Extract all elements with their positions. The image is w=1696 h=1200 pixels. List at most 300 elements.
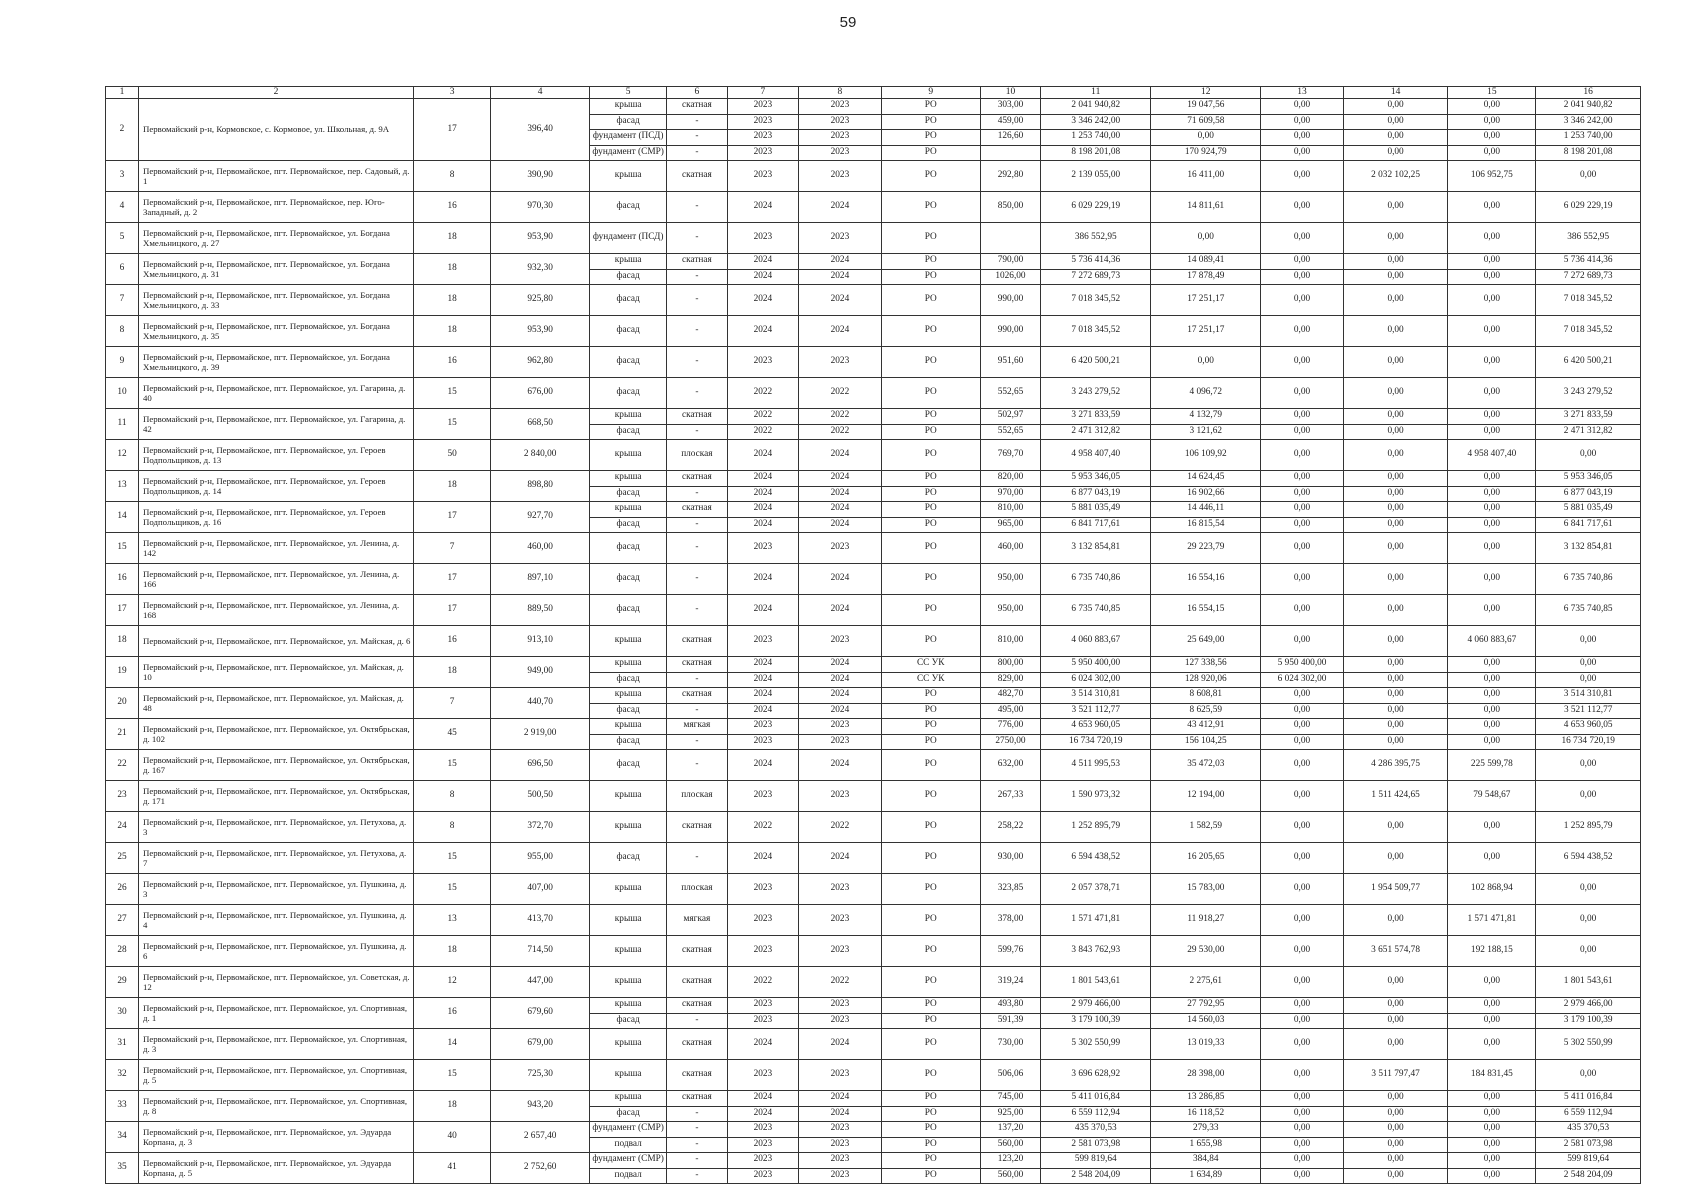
year-end-cell: 2024 bbox=[799, 657, 882, 673]
fund-federal-cell: 0,00 bbox=[1343, 99, 1448, 115]
year-end-cell: 2024 bbox=[799, 502, 882, 518]
fund-owners-cell: 0,00 bbox=[1261, 424, 1344, 440]
year-end-cell: 2023 bbox=[799, 145, 882, 161]
area-cell: 459,00 bbox=[980, 114, 1041, 130]
fund-source-cell: РО bbox=[881, 533, 980, 564]
fund-source-cell: РО bbox=[881, 688, 980, 704]
fund-owners-cell: 0,00 bbox=[1261, 1013, 1344, 1029]
fund-owners-cell: 5 950 400,00 bbox=[1261, 657, 1344, 673]
total-cost-cell: 3 271 833,59 bbox=[1041, 409, 1151, 425]
fund-regional-cell: 1 571 471,81 bbox=[1448, 905, 1536, 936]
fund-other-cell: 6 029 229,19 bbox=[1536, 192, 1641, 223]
floors-cell: 41 bbox=[414, 1153, 491, 1184]
fund-other-cell: 0,00 bbox=[1536, 936, 1641, 967]
cost-per-unit-cell: 4 096,72 bbox=[1151, 378, 1261, 409]
year-start-cell: 2022 bbox=[727, 967, 799, 998]
work-subtype-cell: - bbox=[667, 1153, 728, 1169]
work-type-cell: фундамент (ПСД) bbox=[590, 130, 667, 146]
fund-owners-cell: 0,00 bbox=[1261, 254, 1344, 270]
fund-source-cell: РО bbox=[881, 440, 980, 471]
year-end-cell: 2023 bbox=[799, 936, 882, 967]
year-end-cell: 2022 bbox=[799, 424, 882, 440]
fund-source-cell: РО bbox=[881, 874, 980, 905]
fund-owners-cell: 0,00 bbox=[1261, 285, 1344, 316]
year-start-cell: 2023 bbox=[727, 114, 799, 130]
fund-owners-cell: 0,00 bbox=[1261, 626, 1344, 657]
fund-owners-cell: 0,00 bbox=[1261, 967, 1344, 998]
fund-regional-cell: 0,00 bbox=[1448, 1137, 1536, 1153]
fund-regional-cell: 0,00 bbox=[1448, 1122, 1536, 1138]
work-type-cell: фасад bbox=[590, 1013, 667, 1029]
total-cost-cell: 6 559 112,94 bbox=[1041, 1106, 1151, 1122]
fund-other-cell: 0,00 bbox=[1536, 440, 1641, 471]
building-area-cell: 970,30 bbox=[491, 192, 590, 223]
work-subtype-cell: - bbox=[667, 1168, 728, 1184]
year-start-cell: 2022 bbox=[727, 409, 799, 425]
fund-other-cell: 5 953 346,05 bbox=[1536, 471, 1641, 487]
fund-federal-cell: 4 286 395,75 bbox=[1343, 750, 1448, 781]
row-number: 23 bbox=[106, 781, 139, 812]
address-cell: Первомайский р-н, Первомайское, пгт. Первомайское, пер. Садовый, д. 1 bbox=[139, 161, 414, 192]
building-area-cell: 2 657,40 bbox=[491, 1122, 590, 1153]
area-cell: 552,65 bbox=[980, 378, 1041, 409]
year-end-cell: 2023 bbox=[799, 1153, 882, 1169]
row-number: 8 bbox=[106, 316, 139, 347]
fund-source-cell: РО bbox=[881, 1091, 980, 1107]
floors-cell: 16 bbox=[414, 347, 491, 378]
total-cost-cell: 3 346 242,00 bbox=[1041, 114, 1151, 130]
building-area-cell: 943,20 bbox=[491, 1091, 590, 1122]
fund-federal-cell: 0,00 bbox=[1343, 1153, 1448, 1169]
work-subtype-cell: скатная bbox=[667, 936, 728, 967]
year-end-cell: 2023 bbox=[799, 998, 882, 1014]
cost-per-unit-cell: 28 398,00 bbox=[1151, 1060, 1261, 1091]
fund-regional-cell: 0,00 bbox=[1448, 734, 1536, 750]
building-area-cell: 679,60 bbox=[491, 998, 590, 1029]
work-type-cell: крыша bbox=[590, 626, 667, 657]
address-cell: Первомайский р-н, Кормовское, с. Кормовое, ул. Школьная, д. 9А bbox=[139, 99, 414, 161]
total-cost-cell: 3 132 854,81 bbox=[1041, 533, 1151, 564]
fund-source-cell: РО bbox=[881, 719, 980, 735]
area-cell: 319,24 bbox=[980, 967, 1041, 998]
work-subtype-cell: скатная bbox=[667, 1029, 728, 1060]
address-cell: Первомайский р-н, Первомайское, пгт. Первомайское, ул. Спортивная, д. 1 bbox=[139, 998, 414, 1029]
row-number: 32 bbox=[106, 1060, 139, 1091]
year-start-cell: 2023 bbox=[727, 1168, 799, 1184]
cost-per-unit-cell: 1 634,89 bbox=[1151, 1168, 1261, 1184]
year-start-cell: 2023 bbox=[727, 161, 799, 192]
column-number-2: 2 bbox=[139, 87, 414, 99]
fund-source-cell: РО bbox=[881, 781, 980, 812]
total-cost-cell: 7 272 689,73 bbox=[1041, 269, 1151, 285]
fund-other-cell: 7 272 689,73 bbox=[1536, 269, 1641, 285]
row-number: 33 bbox=[106, 1091, 139, 1122]
building-area-cell: 932,30 bbox=[491, 254, 590, 285]
fund-federal-cell: 0,00 bbox=[1343, 347, 1448, 378]
floors-cell: 8 bbox=[414, 161, 491, 192]
fund-federal-cell: 0,00 bbox=[1343, 114, 1448, 130]
fund-regional-cell: 0,00 bbox=[1448, 502, 1536, 518]
fund-source-cell: РО bbox=[881, 1153, 980, 1169]
work-subtype-cell: плоская bbox=[667, 781, 728, 812]
year-start-cell: 2024 bbox=[727, 440, 799, 471]
fund-owners-cell: 0,00 bbox=[1261, 1153, 1344, 1169]
fund-owners-cell: 0,00 bbox=[1261, 223, 1344, 254]
fund-source-cell: РО bbox=[881, 161, 980, 192]
fund-federal-cell: 0,00 bbox=[1343, 486, 1448, 502]
fund-regional-cell: 0,00 bbox=[1448, 1091, 1536, 1107]
floors-cell: 18 bbox=[414, 223, 491, 254]
table-row bbox=[106, 1122, 1641, 1138]
table-row bbox=[106, 688, 1641, 704]
fund-federal-cell: 3 511 797,47 bbox=[1343, 1060, 1448, 1091]
table-row bbox=[106, 1060, 1641, 1091]
fund-regional-cell: 0,00 bbox=[1448, 1153, 1536, 1169]
work-type-cell: фасад bbox=[590, 703, 667, 719]
fund-owners-cell: 0,00 bbox=[1261, 440, 1344, 471]
cost-per-unit-cell: 19 047,56 bbox=[1151, 99, 1261, 115]
fund-federal-cell: 0,00 bbox=[1343, 1106, 1448, 1122]
work-type-cell: фасад bbox=[590, 533, 667, 564]
row-number: 19 bbox=[106, 657, 139, 688]
year-start-cell: 2023 bbox=[727, 99, 799, 115]
year-end-cell: 2023 bbox=[799, 161, 882, 192]
building-area-cell: 447,00 bbox=[491, 967, 590, 998]
work-type-cell: крыша bbox=[590, 1029, 667, 1060]
fund-federal-cell: 0,00 bbox=[1343, 564, 1448, 595]
fund-regional-cell: 0,00 bbox=[1448, 269, 1536, 285]
floors-cell: 7 bbox=[414, 533, 491, 564]
work-type-cell: крыша bbox=[590, 99, 667, 115]
floors-cell: 8 bbox=[414, 781, 491, 812]
work-subtype-cell: плоская bbox=[667, 440, 728, 471]
work-type-cell: крыша bbox=[590, 781, 667, 812]
fund-owners-cell: 0,00 bbox=[1261, 1137, 1344, 1153]
cost-per-unit-cell: 29 530,00 bbox=[1151, 936, 1261, 967]
row-number: 6 bbox=[106, 254, 139, 285]
year-start-cell: 2024 bbox=[727, 1029, 799, 1060]
fund-owners-cell: 0,00 bbox=[1261, 564, 1344, 595]
fund-other-cell: 599 819,64 bbox=[1536, 1153, 1641, 1169]
address-cell: Первомайский р-н, Первомайское, пгт. Первомайское, ул. Богдана Хмельницкого, д. 35 bbox=[139, 316, 414, 347]
cost-per-unit-cell: 8 625,59 bbox=[1151, 703, 1261, 719]
work-subtype-cell: скатная bbox=[667, 626, 728, 657]
cost-per-unit-cell: 27 792,95 bbox=[1151, 998, 1261, 1014]
floors-cell: 18 bbox=[414, 471, 491, 502]
total-cost-cell: 3 179 100,39 bbox=[1041, 1013, 1151, 1029]
work-type-cell: фасад bbox=[590, 347, 667, 378]
building-area-cell: 390,90 bbox=[491, 161, 590, 192]
floors-cell: 7 bbox=[414, 688, 491, 719]
fund-other-cell: 0,00 bbox=[1536, 657, 1641, 673]
row-number: 16 bbox=[106, 564, 139, 595]
floors-cell: 16 bbox=[414, 998, 491, 1029]
building-area-cell: 679,00 bbox=[491, 1029, 590, 1060]
cost-per-unit-cell: 29 223,79 bbox=[1151, 533, 1261, 564]
fund-other-cell: 2 548 204,09 bbox=[1536, 1168, 1641, 1184]
cost-per-unit-cell: 0,00 bbox=[1151, 347, 1261, 378]
area-cell: 267,33 bbox=[980, 781, 1041, 812]
year-start-cell: 2024 bbox=[727, 750, 799, 781]
fund-other-cell: 6 877 043,19 bbox=[1536, 486, 1641, 502]
fund-federal-cell: 0,00 bbox=[1343, 967, 1448, 998]
work-subtype-cell: - bbox=[667, 285, 728, 316]
fund-owners-cell: 0,00 bbox=[1261, 1106, 1344, 1122]
fund-other-cell: 0,00 bbox=[1536, 161, 1641, 192]
fund-owners-cell: 0,00 bbox=[1261, 1091, 1344, 1107]
area-cell: 126,60 bbox=[980, 130, 1041, 146]
table-row bbox=[106, 1091, 1641, 1107]
fund-regional-cell: 0,00 bbox=[1448, 517, 1536, 533]
work-subtype-cell: - bbox=[667, 1106, 728, 1122]
work-subtype-cell: скатная bbox=[667, 254, 728, 270]
year-end-cell: 2023 bbox=[799, 99, 882, 115]
fund-other-cell: 1 801 543,61 bbox=[1536, 967, 1641, 998]
table-row bbox=[106, 1153, 1641, 1169]
work-type-cell: крыша bbox=[590, 471, 667, 487]
year-start-cell: 2024 bbox=[727, 1091, 799, 1107]
address-cell: Первомайский р-н, Первомайское, пгт. Первомайское, ул. Петухова, д. 7 bbox=[139, 843, 414, 874]
area-cell: 378,00 bbox=[980, 905, 1041, 936]
fund-federal-cell: 0,00 bbox=[1343, 502, 1448, 518]
fund-regional-cell: 0,00 bbox=[1448, 1168, 1536, 1184]
area-cell: 810,00 bbox=[980, 502, 1041, 518]
fund-regional-cell: 0,00 bbox=[1448, 471, 1536, 487]
fund-regional-cell: 0,00 bbox=[1448, 672, 1536, 688]
work-type-cell: фасад bbox=[590, 595, 667, 626]
address-cell: Первомайский р-н, Первомайское, пгт. Первомайское, ул. Майская, д. 6 bbox=[139, 626, 414, 657]
floors-cell: 13 bbox=[414, 905, 491, 936]
floors-cell: 14 bbox=[414, 1029, 491, 1060]
address-cell: Первомайский р-н, Первомайское, пгт. Первомайское, ул. Богдана Хмельницкого, д. 31 bbox=[139, 254, 414, 285]
fund-owners-cell: 0,00 bbox=[1261, 502, 1344, 518]
building-area-cell: 2 840,00 bbox=[491, 440, 590, 471]
fund-other-cell: 5 881 035,49 bbox=[1536, 502, 1641, 518]
work-subtype-cell: - bbox=[667, 843, 728, 874]
fund-other-cell: 3 514 310,81 bbox=[1536, 688, 1641, 704]
address-cell: Первомайский р-н, Первомайское, пгт. Первомайское, ул. Спортивная, д. 5 bbox=[139, 1060, 414, 1091]
cost-per-unit-cell: 8 608,81 bbox=[1151, 688, 1261, 704]
address-cell: Первомайский р-н, Первомайское, пгт. Первомайское, ул. Майская, д. 48 bbox=[139, 688, 414, 719]
work-type-cell: крыша bbox=[590, 440, 667, 471]
area-cell: 730,00 bbox=[980, 1029, 1041, 1060]
column-number-3: 3 bbox=[414, 87, 491, 99]
column-number-5: 5 bbox=[590, 87, 667, 99]
fund-source-cell: РО bbox=[881, 223, 980, 254]
repair-schedule-table bbox=[105, 86, 1641, 1184]
year-start-cell: 2024 bbox=[727, 688, 799, 704]
year-start-cell: 2023 bbox=[727, 1153, 799, 1169]
work-subtype-cell: - bbox=[667, 223, 728, 254]
row-number: 21 bbox=[106, 719, 139, 750]
year-start-cell: 2024 bbox=[727, 843, 799, 874]
year-end-cell: 2024 bbox=[799, 316, 882, 347]
total-cost-cell: 3 843 762,93 bbox=[1041, 936, 1151, 967]
address-cell: Первомайский р-н, Первомайское, пгт. Первомайское, ул. Майская, д. 10 bbox=[139, 657, 414, 688]
fund-federal-cell: 0,00 bbox=[1343, 812, 1448, 843]
table-row bbox=[106, 99, 1641, 115]
work-subtype-cell: - bbox=[667, 192, 728, 223]
table-row bbox=[106, 905, 1641, 936]
building-area-cell: 440,70 bbox=[491, 688, 590, 719]
fund-regional-cell: 0,00 bbox=[1448, 378, 1536, 409]
area-cell: 790,00 bbox=[980, 254, 1041, 270]
fund-owners-cell: 0,00 bbox=[1261, 517, 1344, 533]
work-subtype-cell: скатная bbox=[667, 99, 728, 115]
total-cost-cell: 6 024 302,00 bbox=[1041, 672, 1151, 688]
area-cell: 951,60 bbox=[980, 347, 1041, 378]
floors-cell: 15 bbox=[414, 1060, 491, 1091]
area-cell: 258,22 bbox=[980, 812, 1041, 843]
total-cost-cell: 4 653 960,05 bbox=[1041, 719, 1151, 735]
work-type-cell: крыша bbox=[590, 409, 667, 425]
fund-federal-cell: 0,00 bbox=[1343, 1168, 1448, 1184]
work-subtype-cell: - bbox=[667, 517, 728, 533]
row-number: 15 bbox=[106, 533, 139, 564]
column-number-15: 15 bbox=[1448, 87, 1536, 99]
area-cell: 460,00 bbox=[980, 533, 1041, 564]
fund-source-cell: РО bbox=[881, 517, 980, 533]
area-cell: 560,00 bbox=[980, 1137, 1041, 1153]
fund-other-cell: 6 841 717,61 bbox=[1536, 517, 1641, 533]
work-subtype-cell: - bbox=[667, 1122, 728, 1138]
fund-owners-cell: 0,00 bbox=[1261, 114, 1344, 130]
fund-owners-cell: 0,00 bbox=[1261, 781, 1344, 812]
area-cell: 560,00 bbox=[980, 1168, 1041, 1184]
year-end-cell: 2023 bbox=[799, 223, 882, 254]
column-number-11: 11 bbox=[1041, 87, 1151, 99]
total-cost-cell: 4 060 883,67 bbox=[1041, 626, 1151, 657]
fund-source-cell: РО bbox=[881, 595, 980, 626]
work-subtype-cell: скатная bbox=[667, 657, 728, 673]
cost-per-unit-cell: 14 089,41 bbox=[1151, 254, 1261, 270]
work-type-cell: крыша bbox=[590, 657, 667, 673]
work-type-cell: крыша bbox=[590, 719, 667, 735]
table-row bbox=[106, 192, 1641, 223]
cost-per-unit-cell: 25 649,00 bbox=[1151, 626, 1261, 657]
year-start-cell: 2022 bbox=[727, 812, 799, 843]
work-subtype-cell: - bbox=[667, 750, 728, 781]
work-subtype-cell: скатная bbox=[667, 967, 728, 998]
year-start-cell: 2024 bbox=[727, 192, 799, 223]
fund-other-cell: 386 552,95 bbox=[1536, 223, 1641, 254]
work-type-cell: фасад bbox=[590, 424, 667, 440]
building-area-cell: 460,00 bbox=[491, 533, 590, 564]
fund-regional-cell: 0,00 bbox=[1448, 99, 1536, 115]
year-end-cell: 2023 bbox=[799, 1122, 882, 1138]
fund-owners-cell: 0,00 bbox=[1261, 486, 1344, 502]
total-cost-cell: 2 139 055,00 bbox=[1041, 161, 1151, 192]
table-row bbox=[106, 936, 1641, 967]
header-row bbox=[106, 87, 1641, 99]
building-area-cell: 668,50 bbox=[491, 409, 590, 440]
fund-federal-cell: 0,00 bbox=[1343, 672, 1448, 688]
work-type-cell: фасад bbox=[590, 564, 667, 595]
total-cost-cell: 3 243 279,52 bbox=[1041, 378, 1151, 409]
fund-source-cell: РО bbox=[881, 378, 980, 409]
fund-source-cell: РО bbox=[881, 1106, 980, 1122]
year-end-cell: 2023 bbox=[799, 347, 882, 378]
work-subtype-cell: скатная bbox=[667, 812, 728, 843]
fund-other-cell: 6 420 500,21 bbox=[1536, 347, 1641, 378]
table-row bbox=[106, 471, 1641, 487]
fund-owners-cell: 0,00 bbox=[1261, 734, 1344, 750]
work-type-cell: крыша bbox=[590, 1060, 667, 1091]
year-start-cell: 2024 bbox=[727, 486, 799, 502]
fund-owners-cell: 0,00 bbox=[1261, 998, 1344, 1014]
year-end-cell: 2022 bbox=[799, 967, 882, 998]
floors-cell: 17 bbox=[414, 595, 491, 626]
total-cost-cell: 435 370,53 bbox=[1041, 1122, 1151, 1138]
fund-federal-cell: 0,00 bbox=[1343, 409, 1448, 425]
work-type-cell: фундамент (СМР) bbox=[590, 145, 667, 161]
fund-regional-cell: 4 060 883,67 bbox=[1448, 626, 1536, 657]
cost-per-unit-cell: 11 918,27 bbox=[1151, 905, 1261, 936]
fund-other-cell: 5 411 016,84 bbox=[1536, 1091, 1641, 1107]
work-subtype-cell: - bbox=[667, 145, 728, 161]
fund-regional-cell: 79 548,67 bbox=[1448, 781, 1536, 812]
cost-per-unit-cell: 14 446,11 bbox=[1151, 502, 1261, 518]
year-end-cell: 2024 bbox=[799, 688, 882, 704]
fund-source-cell: СС УК bbox=[881, 657, 980, 673]
work-type-cell: фасад bbox=[590, 672, 667, 688]
floors-cell: 45 bbox=[414, 719, 491, 750]
work-type-cell: крыша bbox=[590, 967, 667, 998]
fund-federal-cell: 0,00 bbox=[1343, 626, 1448, 657]
building-area-cell: 372,70 bbox=[491, 812, 590, 843]
table-row bbox=[106, 316, 1641, 347]
area-cell: 632,00 bbox=[980, 750, 1041, 781]
building-area-cell: 898,80 bbox=[491, 471, 590, 502]
year-start-cell: 2024 bbox=[727, 269, 799, 285]
table-row bbox=[106, 657, 1641, 673]
fund-owners-cell: 0,00 bbox=[1261, 688, 1344, 704]
fund-federal-cell: 0,00 bbox=[1343, 998, 1448, 1014]
fund-regional-cell: 0,00 bbox=[1448, 533, 1536, 564]
cost-per-unit-cell: 16 902,66 bbox=[1151, 486, 1261, 502]
building-area-cell: 955,00 bbox=[491, 843, 590, 874]
fund-owners-cell: 0,00 bbox=[1261, 192, 1344, 223]
fund-owners-cell: 0,00 bbox=[1261, 533, 1344, 564]
address-cell: Первомайский р-н, Первомайское, пгт. Первомайское, ул. Ленина, д. 142 bbox=[139, 533, 414, 564]
address-cell: Первомайский р-н, Первомайское, пгт. Первомайское, ул. Октябрьская, д. 102 bbox=[139, 719, 414, 750]
table-row bbox=[106, 440, 1641, 471]
total-cost-cell: 2 471 312,82 bbox=[1041, 424, 1151, 440]
work-type-cell: фасад bbox=[590, 486, 667, 502]
row-number: 5 bbox=[106, 223, 139, 254]
year-start-cell: 2023 bbox=[727, 874, 799, 905]
area-cell: 800,00 bbox=[980, 657, 1041, 673]
fund-source-cell: РО bbox=[881, 1137, 980, 1153]
total-cost-cell: 5 302 550,99 bbox=[1041, 1029, 1151, 1060]
building-area-cell: 925,80 bbox=[491, 285, 590, 316]
cost-per-unit-cell: 16 205,65 bbox=[1151, 843, 1261, 874]
fund-other-cell: 6 735 740,85 bbox=[1536, 595, 1641, 626]
year-end-cell: 2023 bbox=[799, 1137, 882, 1153]
cost-per-unit-cell: 4 132,79 bbox=[1151, 409, 1261, 425]
work-subtype-cell: плоская bbox=[667, 874, 728, 905]
work-subtype-cell: скатная bbox=[667, 998, 728, 1014]
fund-federal-cell: 3 651 574,78 bbox=[1343, 936, 1448, 967]
work-type-cell: фундамент (ПСД) bbox=[590, 223, 667, 254]
table-row bbox=[106, 719, 1641, 735]
fund-regional-cell: 0,00 bbox=[1448, 703, 1536, 719]
year-start-cell: 2024 bbox=[727, 703, 799, 719]
floors-cell: 16 bbox=[414, 192, 491, 223]
floors-cell: 15 bbox=[414, 843, 491, 874]
column-number-9: 9 bbox=[881, 87, 980, 99]
work-subtype-cell: - bbox=[667, 1137, 728, 1153]
